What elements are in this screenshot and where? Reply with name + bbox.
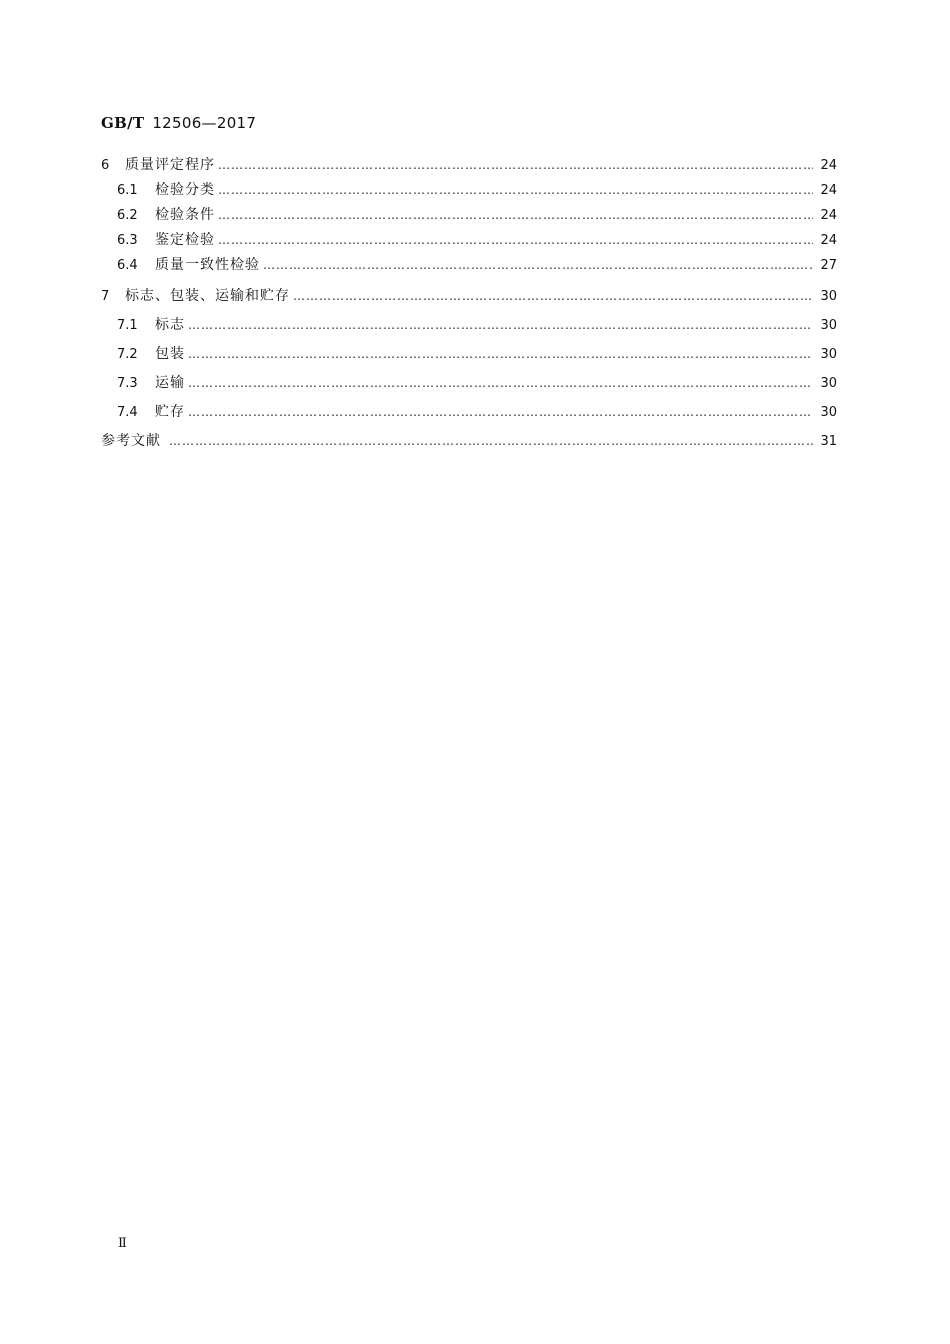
toc-entry-title: 质量评定程序 <box>125 157 215 173</box>
toc-entry-page: 30 <box>820 347 837 362</box>
toc-leader-dots <box>188 369 813 398</box>
toc-entry-number: 7.3 <box>117 376 138 391</box>
toc-entry-number: 7.1 <box>117 318 138 333</box>
toc-entry-page: 30 <box>820 289 837 304</box>
toc-entry-page: 27 <box>820 258 837 273</box>
toc-leader-dots <box>188 340 813 369</box>
standard-code: GB/T <box>101 114 145 132</box>
toc-entry-number: 7.4 <box>117 405 138 420</box>
toc-entry-number: 7 <box>101 289 110 304</box>
toc-entry-page: 30 <box>820 318 837 333</box>
toc-entry-page: 24 <box>820 233 837 248</box>
toc-leader-dots <box>218 203 813 228</box>
toc-entry[interactable] <box>101 228 837 253</box>
toc-entry-number: 6.1 <box>117 183 138 198</box>
toc-entry-page: 24 <box>820 158 837 173</box>
toc-entry-number: 6.4 <box>117 258 138 273</box>
toc-entry-references[interactable] <box>101 427 837 456</box>
toc-entry-number: 6 <box>101 158 110 173</box>
toc-entry-title: 检验分类 <box>155 182 215 198</box>
toc-entry-title: 标志 <box>155 317 185 333</box>
toc-entry[interactable] <box>101 253 837 278</box>
toc-entry-number: 7.2 <box>117 347 138 362</box>
toc-entry[interactable] <box>101 311 837 340</box>
running-header <box>101 114 256 132</box>
toc-leader-dots <box>169 427 813 456</box>
table-of-contents <box>101 153 837 456</box>
toc-entry-page: 24 <box>820 208 837 223</box>
toc-entry-page: 30 <box>820 376 837 391</box>
toc-entry[interactable] <box>101 178 837 203</box>
toc-leader-dots <box>293 282 813 311</box>
toc-leader-dots <box>188 311 813 340</box>
toc-entry-title: 质量一致性检验 <box>155 257 260 273</box>
toc-entry[interactable] <box>101 282 837 311</box>
toc-entry-page: 31 <box>820 434 837 449</box>
toc-entry[interactable] <box>101 153 837 178</box>
toc-leader-dots <box>263 253 813 278</box>
page-number: Ⅱ <box>118 1236 127 1251</box>
toc-entry-title: 运输 <box>155 375 185 391</box>
toc-entry-title: 检验条件 <box>155 207 215 223</box>
standard-number: 12506—2017 <box>152 114 257 132</box>
toc-leader-dots <box>218 153 813 178</box>
toc-leader-dots <box>188 398 813 427</box>
toc-entry-number: 6.3 <box>117 233 138 248</box>
toc-entry[interactable] <box>101 369 837 398</box>
toc-entry-title: 鉴定检验 <box>155 232 215 248</box>
toc-entry[interactable] <box>101 398 837 427</box>
toc-entry-title: 包装 <box>155 346 185 362</box>
toc-entry-title: 贮存 <box>155 404 185 420</box>
toc-entry[interactable] <box>101 203 837 228</box>
toc-entry-page: 30 <box>820 405 837 420</box>
toc-entry[interactable] <box>101 340 837 369</box>
toc-leader-dots <box>218 228 813 253</box>
toc-entry-number: 6.2 <box>117 208 138 223</box>
toc-entry-page: 24 <box>820 183 837 198</box>
toc-entry-title: 参考文献 <box>101 433 161 449</box>
toc-entry-title: 标志、包装、运输和贮存 <box>125 288 290 304</box>
toc-leader-dots <box>218 178 813 203</box>
